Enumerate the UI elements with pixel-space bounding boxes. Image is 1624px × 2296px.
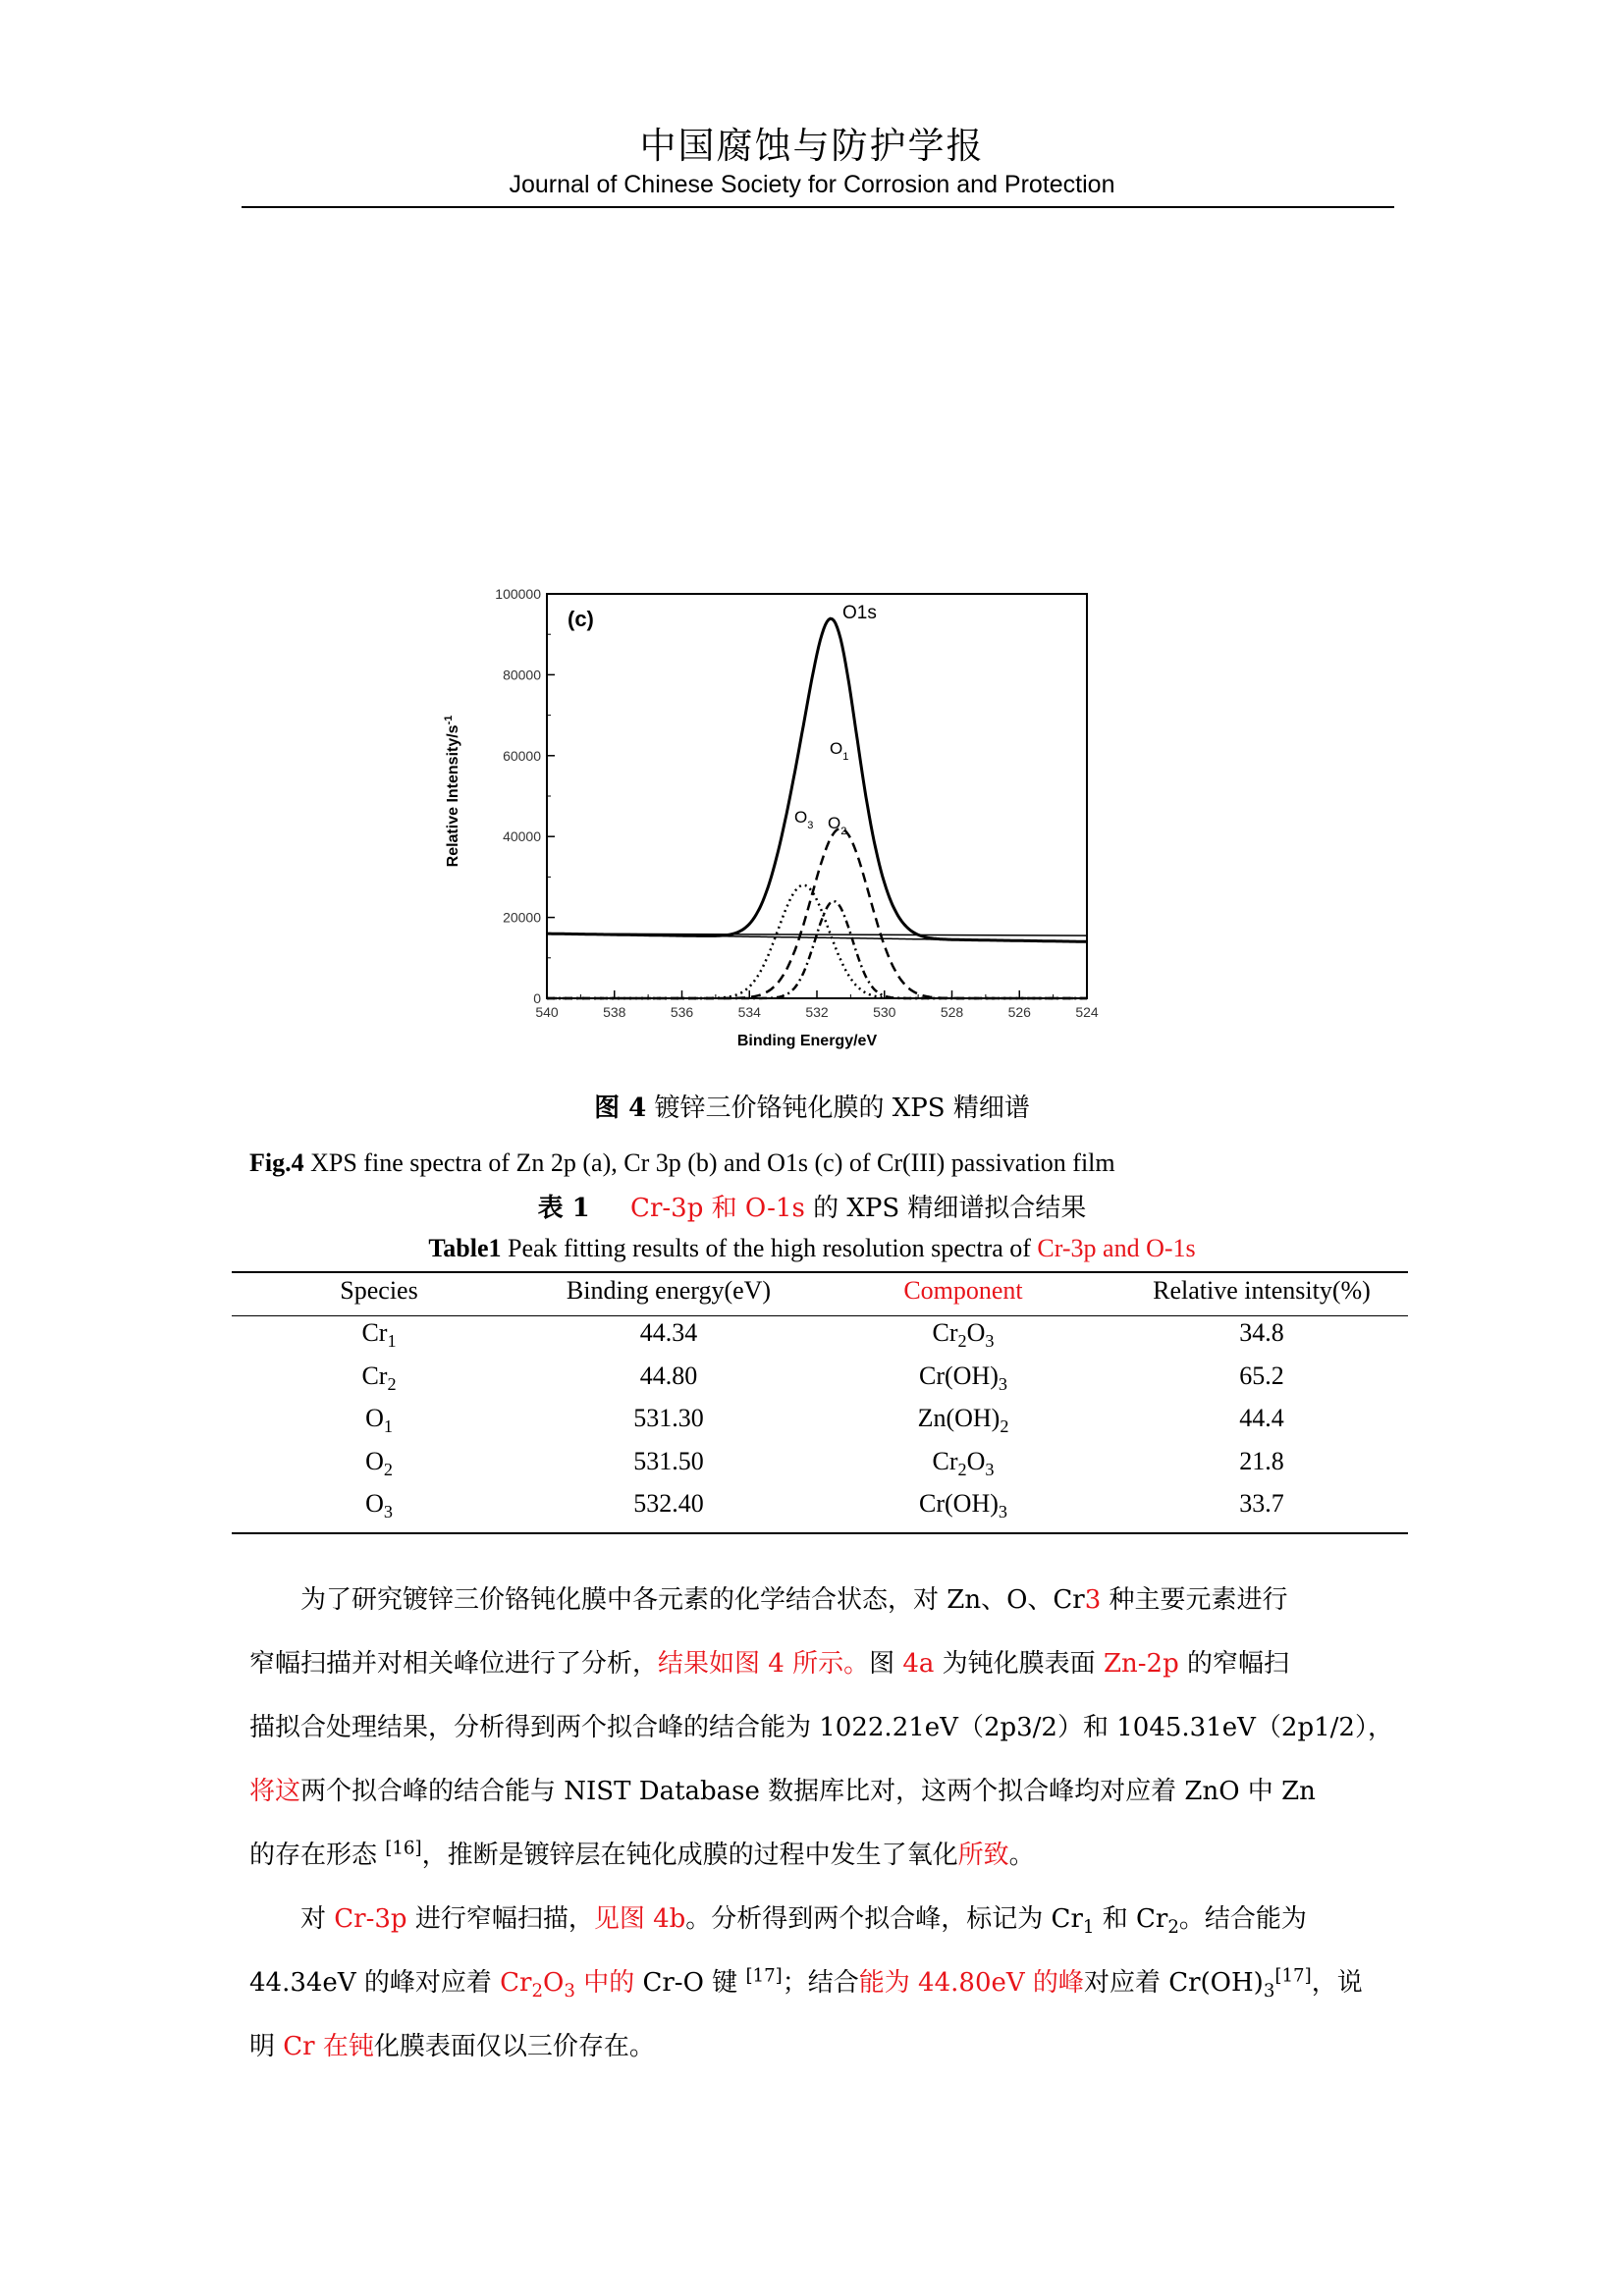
paragraph-line: 对 Cr-3p 进行窄幅扫描，见图 4b。分析得到两个拟合峰，标记为 $Cr_1$ 和 $Cr_2$。结合能为 <box>249 1904 1307 1939</box>
paragraph-line: 窄幅扫描并对相关峰位进行了分析，结果如图 4 所示。图 4a 为钝化膜表面 Zn-2p 的窄幅扫 <box>249 1649 1289 1679</box>
figure-caption-cn-prefix: 图 4 <box>594 1094 647 1123</box>
peak-label-o1-sub: 1 <box>842 751 849 763</box>
envelope-curve <box>547 618 1087 941</box>
journal-title-cn: 中国腐蚀与防护学报 <box>639 125 985 167</box>
x-tick-label: 530 <box>873 1004 896 1020</box>
y-tick-label: 60000 <box>503 747 541 764</box>
intensity-cell: 44.4 <box>1239 1404 1284 1432</box>
energy-cell: 531.50 <box>633 1446 704 1475</box>
species-cell: $Cr_2$ <box>361 1361 397 1394</box>
table-row <box>232 1447 1408 1486</box>
paragraph-2 <box>249 1888 1394 2079</box>
energy-cell: 44.80 <box>639 1361 698 1390</box>
y-tick-label: 20000 <box>503 909 541 926</box>
species-cell: $Cr_1$ <box>361 1318 397 1352</box>
table-header-cell: Species <box>340 1276 418 1305</box>
y-axis-label-sup: -1 <box>443 715 455 725</box>
table-rule-top <box>232 1271 1408 1273</box>
xps-o1s-figure <box>432 579 1119 1074</box>
x-tick-label: 540 <box>535 1004 559 1020</box>
paragraph-1 <box>249 1569 1394 1888</box>
x-tick-label: 528 <box>940 1004 964 1020</box>
paragraph-line: 的存在形态 [16]，推断是镀锌层在钝化成膜的过程中发生了氧化所致。 <box>249 1838 1035 1870</box>
peak-label-o3-sub: 3 <box>807 820 814 831</box>
paragraph-line: 44.34eV 的峰对应着 $Cr_2O_3$ 中的 Cr-O 键 [17]；结合能为 44.80eV 的峰对应着 $Cr(OH)_3[17]$，说 <box>249 1965 1363 2002</box>
table-header-cell: Relative intensity(%) <box>1153 1276 1371 1305</box>
species-cell: $O_1$ <box>365 1404 393 1437</box>
panel-label: (c) <box>568 607 594 631</box>
figure-caption-en-text: XPS fine spectra of Zn 2p (a), Cr 3p (b) and O1s (c) of Cr(III) passivation film <box>303 1148 1115 1177</box>
intensity-cell: 34.8 <box>1239 1318 1284 1347</box>
x-tick-label: 536 <box>670 1004 694 1020</box>
paragraph-line: 明 Cr 在钝化膜表面仅以三价存在。 <box>249 2032 655 2061</box>
intensity-cell: 33.7 <box>1239 1489 1284 1518</box>
x-tick-label: 538 <box>603 1004 626 1020</box>
intensity-cell: 65.2 <box>1239 1361 1284 1390</box>
figure-caption-cn <box>0 1088 1624 1124</box>
paragraph-line: 为了研究镀锌三价铬钝化膜中各元素的化学结合状态，对 Zn、O、Cr3 种主要元素进行 <box>249 1585 1288 1615</box>
table-rule-mid <box>232 1315 1408 1316</box>
table-rule-bot <box>232 1532 1408 1534</box>
x-tick-label: 524 <box>1075 1004 1099 1020</box>
y-tick-label: 40000 <box>503 828 541 845</box>
table-title-cn-prefix: 表 1 <box>537 1194 590 1223</box>
y-tick-label: 0 <box>533 990 541 1006</box>
xps-chart <box>432 579 1119 1070</box>
species-cell: $O_3$ <box>365 1489 393 1522</box>
peak-label-o1: $O_1$ <box>830 739 849 763</box>
table-header-cell: Binding energy(eV) <box>566 1276 772 1305</box>
energy-cell: 531.30 <box>633 1404 704 1432</box>
figure-caption-en-prefix: Fig.4 <box>249 1148 304 1177</box>
peak-label-o1s: O1s <box>842 603 877 623</box>
paragraph-line: 将这两个拟合峰的结合能与 NIST Database 数据库比对，这两个拟合峰均对应着 ZnO 中 Zn <box>249 1777 1316 1806</box>
intensity-cell: 21.8 <box>1239 1446 1284 1475</box>
x-tick-label: 532 <box>805 1004 829 1020</box>
table-row <box>232 1404 1408 1443</box>
table-header-cell: Component <box>903 1276 1023 1305</box>
energy-cell: 532.40 <box>633 1489 704 1518</box>
component-cell: $Cr(OH)_3$ <box>919 1361 1007 1394</box>
table-title-en-red: Cr-3p and O-1s <box>1037 1234 1196 1262</box>
table-header-row <box>232 1276 1408 1315</box>
component-cell: $Zn(OH)_2$ <box>917 1404 1009 1437</box>
y-tick-label: 80000 <box>503 667 541 683</box>
peak-label-o2: $O_2$ <box>828 814 847 837</box>
y-axis-label: Relative Intensity/$s^{-1}$ <box>443 715 461 868</box>
paragraph-line: 描拟合处理结果，分析得到两个拟合峰的结合能为 1022.21eV（2p3/2）和 1045.31eV（2p1/2）， <box>249 1713 1393 1742</box>
x-tick-label: 526 <box>1007 1004 1031 1020</box>
x-tick-label: 534 <box>737 1004 761 1020</box>
journal-title-en: Journal of Chinese Society for Corrosion and Protection <box>509 171 1115 198</box>
component-curve-o1 <box>547 828 1087 998</box>
peak-label-o3: $O_3$ <box>794 808 814 831</box>
table-title-en-prefix: Table1 <box>428 1234 502 1262</box>
figure-caption-cn-text: 镀锌三价铬钝化膜的 XPS 精细谱 <box>646 1094 1030 1123</box>
table-title-cn-red: Cr-3p 和 O-1s <box>630 1194 805 1223</box>
table-title-en-text: Peak fitting results of the high resolution spectra of <box>501 1234 1038 1262</box>
chart-layer <box>443 586 1099 1049</box>
table-title-cn-rest: 的 XPS 精细谱拟合结果 <box>804 1194 1087 1223</box>
energy-cell: 44.34 <box>639 1318 698 1347</box>
component-curve-o2 <box>547 901 1087 998</box>
y-tick-label: 100000 <box>495 586 541 602</box>
header-rule <box>242 206 1394 208</box>
component-cell: $Cr_2O_3$ <box>932 1318 995 1352</box>
table-row <box>232 1362 1408 1401</box>
component-cell: $Cr(OH)_3$ <box>919 1489 1007 1522</box>
table-row <box>232 1489 1408 1528</box>
species-cell: $O_2$ <box>365 1446 393 1479</box>
peak-label-o2-sub: 2 <box>840 826 847 837</box>
x-axis-label: Binding Energy/eV <box>736 1033 878 1049</box>
table-title-en <box>0 1234 1624 1263</box>
table-row <box>232 1318 1408 1358</box>
component-cell: $Cr_2O_3$ <box>932 1446 995 1479</box>
figure-caption-en <box>249 1148 1115 1178</box>
table-title-cn <box>0 1188 1624 1224</box>
